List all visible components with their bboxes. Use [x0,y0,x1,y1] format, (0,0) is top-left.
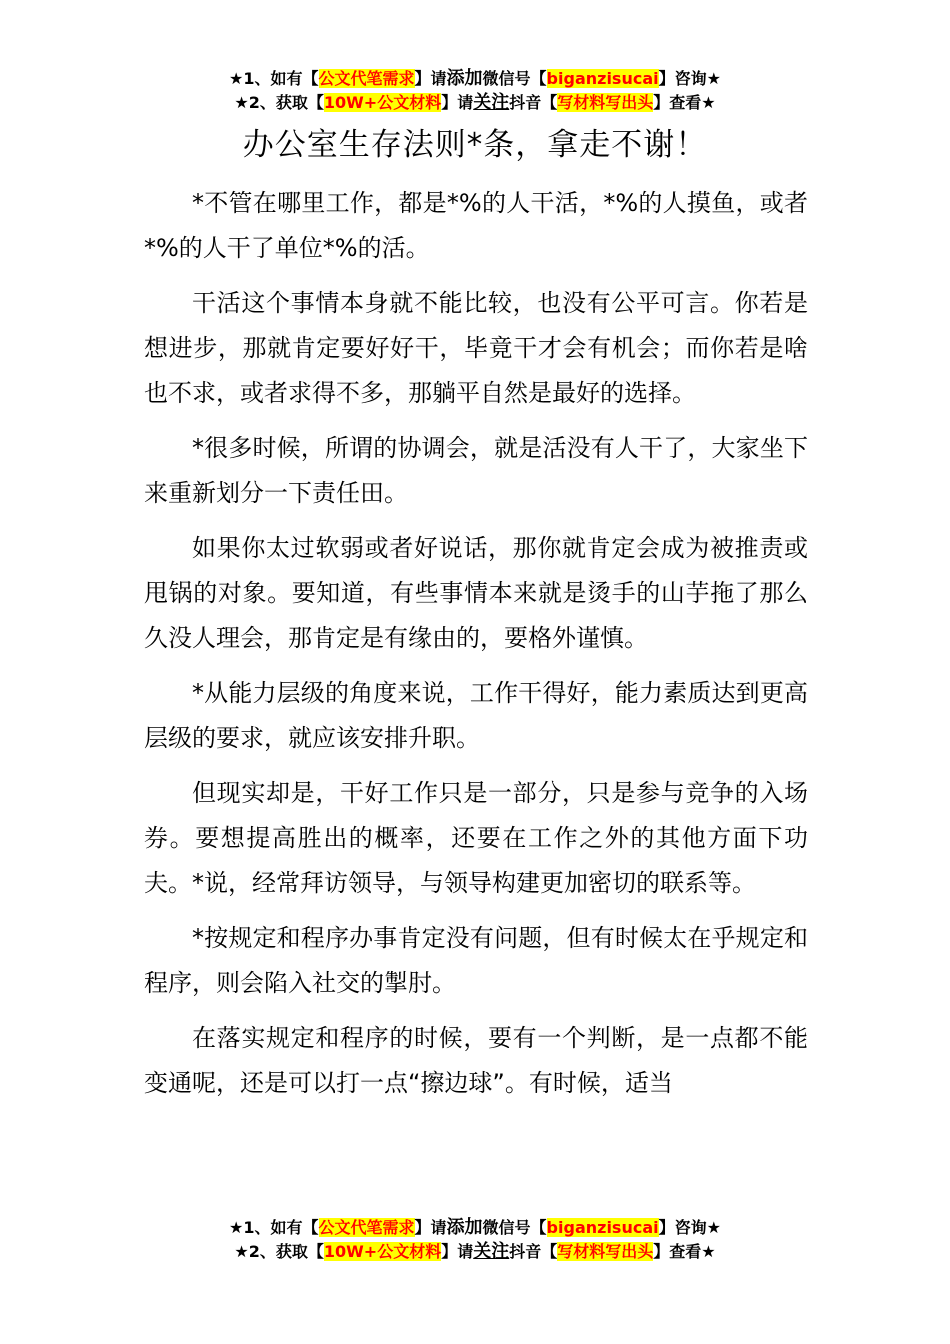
highlight-materials: 10W+公文材料 [323,93,442,112]
footer-banner [0,1216,950,1264]
highlight-douyin: 写材料写出头 [557,1242,654,1261]
document-title: 办公室生存法则*条，拿走不谢！ [242,127,708,163]
highlight-service: 公文代笔需求 [318,69,415,88]
header-banner [0,67,950,115]
banner-line-1: ★1、如有【公文代笔需求】请添加微信号【biganzisucai】咨询★ [229,1217,721,1238]
paragraph: *从能力层级的角度来说，工作干得好，能力素质达到更高层级的要求，就应该安排升职。 [144,679,808,752]
paragraph: *按规定和程序办事肯定没有问题，但有时候太在乎规定和程序，则会陷入社交的掣肘。 [144,924,808,997]
highlight-service: 公文代笔需求 [318,1218,415,1237]
document-body [144,181,808,1116]
paragraph: 在落实规定和程序的时候，要有一个判断，是一点都不能变通呢，还是可以打一点“擦边球”。有时候，适当 [144,1024,808,1097]
banner-line-2: ★2、获取【10W+公文材料】请关注抖音【写材料写出头】查看★ [234,92,716,113]
paragraph: 干活这个事情本身就不能比较，也没有公平可言。你若是想进步，那就肯定要好好干，毕竟干才会有机会；而你若是啥也不求，或者求得不多，那躺平自然是最好的选择。 [144,289,808,407]
highlight-wechat-id: biganzisucai [546,1218,659,1237]
paragraph: *很多时候，所谓的协调会，就是活没有人干了，大家坐下来重新划分一下责任田。 [144,434,808,507]
highlight-materials: 10W+公文材料 [323,1242,442,1261]
banner-line-1: ★1、如有【公文代笔需求】请添加微信号【biganzisucai】咨询★ [229,68,721,89]
banner-line-2: ★2、获取【10W+公文材料】请关注抖音【写材料写出头】查看★ [234,1241,716,1262]
paragraph: 如果你太过软弱或者好说话，那你就肯定会成为被推责或甩锅的对象。要知道，有些事情本来就是烫手的山芋拖了那么久没人理会，那肯定是有缘由的，要格外谨慎。 [144,534,808,652]
paragraph: 但现实却是，干好工作只是一部分，只是参与竞争的入场券。要想提高胜出的概率，还要在工作之外的其他方面下功夫。*说，经常拜访领导，与领导构建更加密切的联系等。 [144,779,808,897]
paragraph: *不管在哪里工作，都是*%的人干活，*%的人摸鱼，或者*%的人干了单位*%的活。 [144,189,808,262]
highlight-wechat-id: biganzisucai [546,69,659,88]
highlight-douyin: 写材料写出头 [557,93,654,112]
